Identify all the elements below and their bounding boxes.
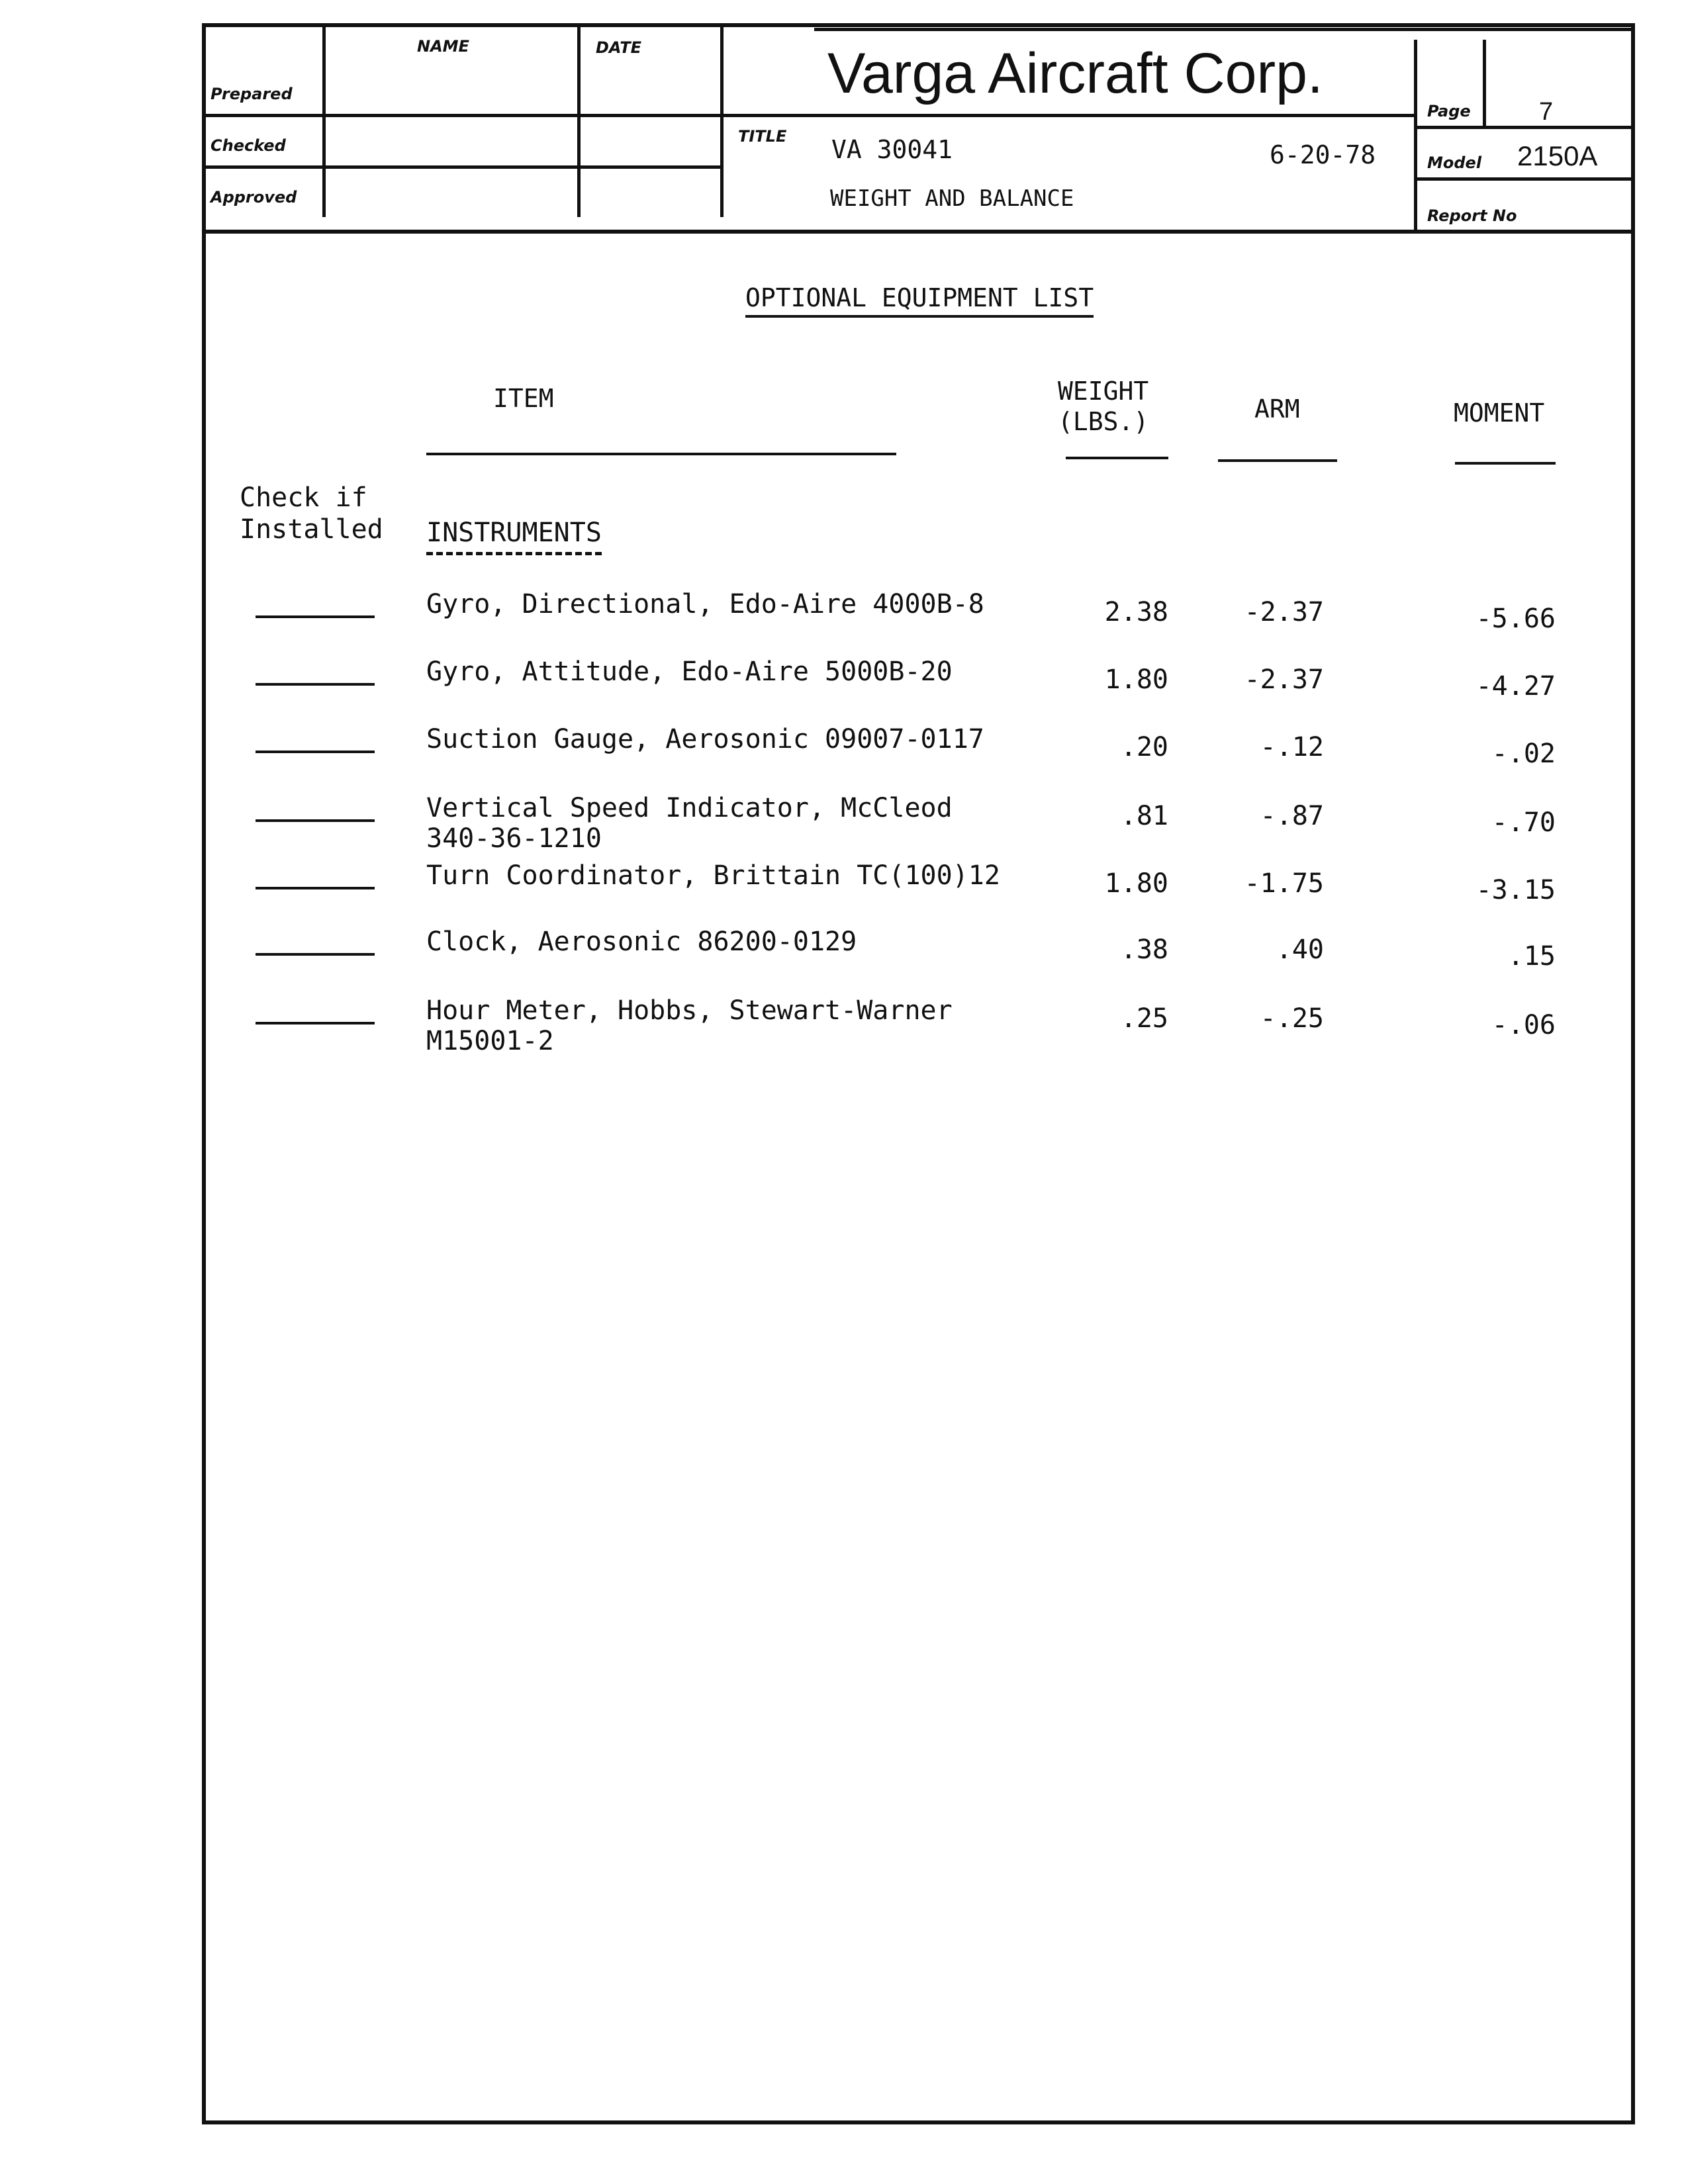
- item-name-line1: Vertical Speed Indicator, McCleod: [426, 793, 953, 823]
- check-label: [240, 482, 383, 545]
- model-number: 2150A: [1517, 140, 1598, 171]
- item-name: [426, 995, 953, 1056]
- list-item: [0, 657, 1684, 723]
- divider: [814, 28, 1635, 31]
- column-header-moment: MOMENT: [1454, 398, 1545, 428]
- list-item: [0, 724, 1684, 790]
- check-blank[interactable]: [256, 1022, 375, 1024]
- item-name: [426, 589, 984, 619]
- document-number: VA 30041: [831, 135, 953, 164]
- check-blank[interactable]: [256, 615, 375, 618]
- column-header-item: ITEM: [493, 384, 554, 413]
- item-weight: 1.80: [1104, 664, 1168, 695]
- divider: [1414, 126, 1635, 129]
- divider: [1414, 177, 1635, 181]
- date-label: DATE: [596, 38, 641, 57]
- list-title: OPTIONAL EQUIPMENT LIST: [745, 283, 1094, 318]
- prepared-label: Prepared: [210, 85, 293, 103]
- item-moment: -.70: [1491, 807, 1556, 838]
- list-item: [0, 589, 1684, 655]
- weight-line2: (LBS.): [1058, 407, 1149, 436]
- divider: [1066, 457, 1168, 459]
- item-arm: -.25: [1260, 1003, 1324, 1034]
- title-label: TITLE: [738, 127, 787, 146]
- page-number: 7: [1539, 98, 1554, 126]
- item-name-line1: Turn Coordinator, Brittain TC(100)12: [426, 860, 1000, 891]
- item-name-line2: M15001-2: [426, 1026, 554, 1056]
- item-arm: -2.37: [1244, 664, 1324, 695]
- check-blank[interactable]: [256, 819, 375, 822]
- list-item: [0, 793, 1684, 859]
- check-label-line2: Installed: [240, 514, 383, 545]
- divider: [1414, 40, 1417, 232]
- item-moment: .15: [1507, 941, 1556, 972]
- document-subtitle: WEIGHT AND BALANCE: [830, 185, 1074, 212]
- list-item: [0, 995, 1684, 1062]
- item-name: [426, 860, 1000, 891]
- divider: [202, 165, 720, 169]
- weight-line1: WEIGHT: [1058, 377, 1149, 406]
- item-name-line1: Gyro, Attitude, Edo-Aire 5000B-20: [426, 657, 953, 687]
- item-arm: .40: [1276, 934, 1324, 965]
- page-label: Page: [1427, 102, 1471, 120]
- page-frame: [202, 23, 1635, 2124]
- approved-label: Approved: [210, 188, 297, 206]
- divider: [1455, 462, 1556, 465]
- checked-label: Checked: [210, 136, 286, 155]
- item-name: [426, 927, 857, 957]
- item-weight: .38: [1120, 934, 1168, 965]
- item-name: [426, 657, 953, 687]
- list-item: [0, 927, 1684, 993]
- column-header-weight: [1058, 376, 1148, 437]
- check-blank[interactable]: [256, 887, 375, 889]
- divider: [426, 453, 896, 455]
- item-arm: -.87: [1260, 801, 1324, 831]
- item-weight: 1.80: [1104, 868, 1168, 899]
- item-name-line1: Hour Meter, Hobbs, Stewart-Warner: [426, 995, 953, 1026]
- check-blank[interactable]: [256, 683, 375, 686]
- divider: [1483, 40, 1486, 126]
- item-moment: -3.15: [1475, 875, 1556, 905]
- item-moment: -.06: [1491, 1010, 1556, 1040]
- divider: [1218, 459, 1337, 462]
- check-blank[interactable]: [256, 953, 375, 956]
- divider: [322, 25, 326, 217]
- column-header-arm: ARM: [1254, 394, 1300, 424]
- check-blank[interactable]: [256, 751, 375, 753]
- item-name-line1: Gyro, Directional, Edo-Aire 4000B-8: [426, 589, 984, 619]
- list-item: [0, 860, 1684, 927]
- item-weight: .81: [1120, 801, 1168, 831]
- item-name-line2: 340-36-1210: [426, 823, 602, 854]
- check-label-line1: Check if: [240, 482, 367, 513]
- section-heading: INSTRUMENTS: [426, 518, 602, 555]
- document-date: 6-20-78: [1270, 140, 1376, 169]
- item-name-line1: Suction Gauge, Aerosonic 09007-0117: [426, 724, 984, 754]
- divider: [720, 25, 724, 217]
- model-label: Model: [1427, 154, 1482, 172]
- item-weight: 2.38: [1104, 597, 1168, 627]
- item-name: [426, 724, 984, 754]
- item-weight: .25: [1120, 1003, 1168, 1034]
- item-arm: -2.37: [1244, 597, 1324, 627]
- item-name: [426, 793, 953, 854]
- item-arm: -1.75: [1244, 868, 1324, 899]
- item-moment: -5.66: [1475, 604, 1556, 634]
- name-label: NAME: [417, 37, 469, 56]
- item-moment: -4.27: [1475, 671, 1556, 702]
- item-moment: -.02: [1491, 739, 1556, 769]
- divider: [202, 114, 720, 117]
- item-arm: -.12: [1260, 732, 1324, 762]
- divider: [720, 114, 1414, 117]
- company-name: Varga Aircraft Corp.: [827, 42, 1323, 105]
- item-weight: .20: [1120, 732, 1168, 762]
- report-no-label: Report No: [1427, 206, 1517, 225]
- divider: [577, 25, 581, 217]
- item-name-line1: Clock, Aerosonic 86200-0129: [426, 927, 857, 957]
